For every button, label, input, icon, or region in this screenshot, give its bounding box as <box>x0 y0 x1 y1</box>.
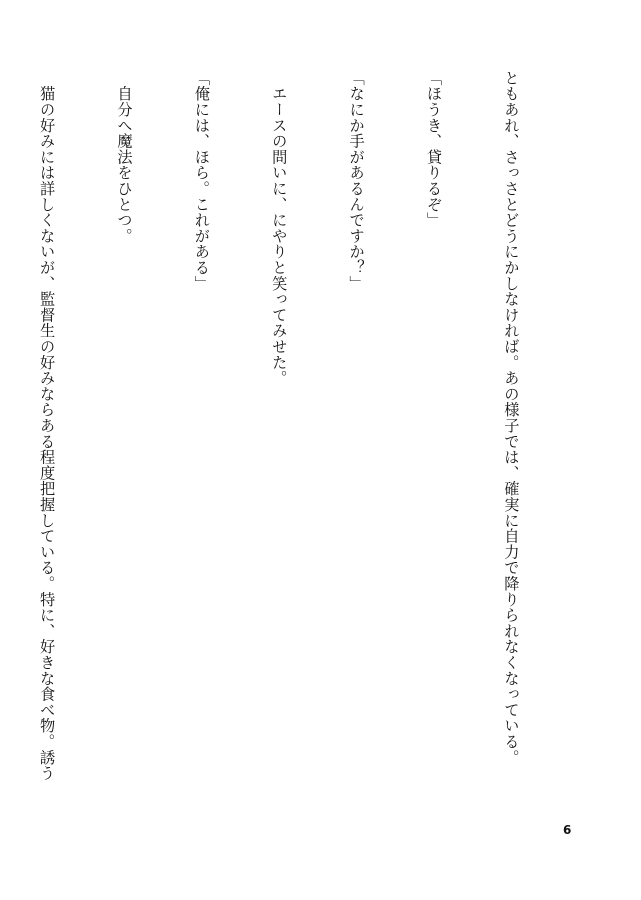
text-line: 猫の好みには詳しくないが、監督生の好みならある程度把握している。特に、好きな食べ物。誘う <box>38 70 57 781</box>
text-line: 「俺には、ほら。これがある」 <box>192 70 211 292</box>
body-text <box>0 70 575 810</box>
page-number: 6 <box>563 823 572 837</box>
text-line: エースの問いに、にやりと笑ってみせた。 <box>270 70 289 386</box>
text-line: 「ほうき、貸りるぞ」 <box>425 70 444 228</box>
text-line: 自分へ魔法をひとつ。 <box>115 70 134 244</box>
text-line: 「なにか手があるんですか？」 <box>347 70 366 292</box>
text-line: ともあれ、さっさとどうにかしなければ。あの様子では、確実に自力で降りられなくなっている。 <box>502 70 521 766</box>
